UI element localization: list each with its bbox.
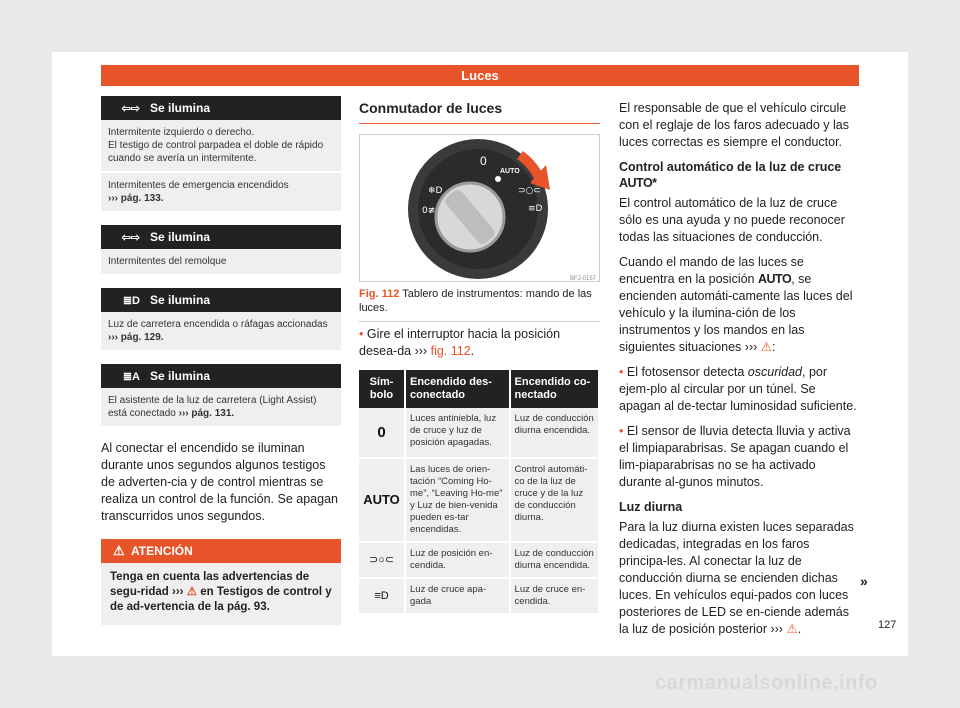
indicator-title: Se ilumina [150, 101, 211, 115]
high-beam-icon: ≣D [122, 294, 140, 307]
figure-id: BFJ-0157 [570, 276, 597, 282]
figure-light-switch [359, 134, 600, 282]
page-ref-link[interactable]: pág. 131. [191, 408, 235, 419]
intro-paragraph: Al conectar el encendido se iluminan durante unos segundos algunos testigos de adverten-cia y de control mientras se realiza un control de la función. Se apagan transcurridos unos segundos. [101, 441, 338, 523]
paragraph: Para la luz diurna existen luces separadas dedicadas, integradas en los faros principa-les. Al conectar la luz de conducción diurna se encienden dichas luces. En vehículos equi-pados con luces posteriores de LED se en-ciende además la luz de posición posterior ››› ⚠. [619, 520, 854, 636]
indicator-trailer [101, 225, 341, 274]
position-light-icon: ⊃○⊂ [359, 542, 405, 578]
continue-marker: » [860, 573, 868, 589]
symbol-auto: AUTO [359, 458, 405, 542]
auto-symbol: AUTO [758, 272, 792, 286]
indicator-high-beam [101, 288, 341, 350]
trailer-turn-signal-icon: ⇦⇨ [121, 231, 140, 244]
figure-link[interactable]: fig. 112 [430, 344, 471, 358]
indicator-light-assist [101, 364, 341, 426]
column-left [101, 96, 341, 625]
warning-link[interactable]: en Testigos de control y de ad-vertencia de la pág. 93. [110, 586, 332, 613]
page-ref-link[interactable]: pág. 133. [120, 193, 164, 204]
indicator-text: Intermitentes de emergencia encendidos ››› pág. 133. [101, 171, 341, 211]
table-row: AUTO Las luces de orien-tación “Coming Ho-me”, “Leaving Ho-me” y Luz de bien-venida pueden es-tar encendidas. Control automáti-co de la luz de cruce y de la luz de conducción diurna. [359, 458, 599, 542]
table-row: ⊃○⊂ Luz de posición en-cendida. Luz de conducción diurna encendida. [359, 542, 599, 578]
paragraph: El responsable de que el vehículo circule con el reglaje de los faros adecuado y las luces correctas es siempre el conductor. [619, 101, 850, 149]
warning-triangle-icon: ⚠ [113, 543, 125, 558]
low-beam-icon: ≡D [359, 578, 405, 614]
indicator-text: Luz de carretera encendida o ráfagas accionadas ››› pág. 129. [101, 312, 341, 350]
indicator-turn-signal [101, 96, 341, 211]
bullet-item: • El fotosensor detecta oscuridad, por ejem-plo al circular por un túnel. Se apagan al de-tectar luminosidad suficiente. [619, 365, 857, 413]
warning-text: Tenga en cuenta las advertencias de segu-ridad ››› ⚠ en Testigos de control y de ad-vertencia de la pág. 93. [110, 571, 332, 613]
column-middle [359, 96, 600, 615]
page-ref-link[interactable]: pág. 129. [120, 332, 164, 343]
warning-triangle-icon: ⚠ [786, 622, 798, 636]
bullet-item: • El sensor de lluvia detecta lluvia y activa el limpiaparabrisas. Se apagan cuando el lim-piaparabrisas no se ha activado durante al-gunos minutos. [619, 424, 851, 489]
dial-label-off: 0 [480, 154, 487, 168]
symbol-off: 0 [359, 408, 405, 458]
indicator-title: Se ilumina [150, 369, 211, 383]
figure-caption: Fig. 112 Tablero de instrumentos: mando de las luces. [359, 287, 600, 322]
subheading-diurna: Luz diurna [619, 500, 683, 514]
instruction: • Gire el interruptor hacia la posición desea-da ››› fig. 112. [359, 327, 561, 358]
svg-text:❄D: ❄D [428, 186, 443, 196]
page-header: Luces [101, 65, 859, 86]
svg-text:0≢: 0≢ [422, 206, 436, 216]
page-number: 127 [878, 619, 897, 631]
svg-text:≡D: ≡D [528, 204, 543, 214]
warning-triangle-icon: ⚠ [186, 586, 198, 598]
light-assist-icon: ≣A [122, 370, 140, 383]
light-switch-table [359, 370, 600, 615]
warning-title: ATENCIÓN [131, 544, 193, 558]
table-header: Sím-bolo [359, 370, 405, 408]
indicator-text: El asistente de la luz de carretera (Light Assist) está conectado ››› pág. 131. [101, 388, 341, 426]
subheading-auto: Control automático de la luz de cruce AUTO* [619, 160, 842, 190]
light-switch-illustration [360, 135, 600, 282]
table-row: 0 Luces antiniebla, luz de cruce y luz de posición apagadas. Luz de conducción diurna encendida. [359, 408, 599, 458]
section-title: Conmutador de luces [359, 100, 600, 124]
warning-triangle-icon: ⚠ [760, 340, 772, 354]
watermark: carmanualsonline.info [655, 672, 878, 694]
table-header: Encendido des-conectado [405, 370, 510, 408]
paragraph: Cuando el mando de las luces se encuentra en la posición AUTO, se encienden automáti-camente las luces del vehículo y la ilumina-ción de los instrumentos y los mandos en las siguientes situaciones ››› ⚠: [619, 255, 853, 354]
indicator-title: Se ilumina [150, 230, 211, 244]
paragraph: El control automático de la luz de cruce sólo es una ayuda y no puede reconocer todas las situaciones de conducción. [619, 196, 845, 244]
indicator-text: Intermitente izquierdo o derecho. El testigo de control parpadea el doble de rápido cuando se avería un intermitente. [101, 120, 341, 171]
table-header: Encendido co-nectado [510, 370, 599, 408]
column-right [619, 96, 859, 646]
svg-text:⊃○⊂: ⊃○⊂ [518, 186, 541, 196]
dial-label-auto: AUTO [500, 168, 520, 175]
turn-signal-icon: ⇦⇨ [121, 102, 140, 115]
warning-box [101, 539, 341, 625]
table-row: ≡D Luz de cruce apa-gada Luz de cruce en-cendida. [359, 578, 599, 614]
indicator-title: Se ilumina [150, 293, 211, 307]
figure-label: Fig. 112 [359, 288, 400, 300]
indicator-text: Intermitentes del remolque [101, 249, 341, 274]
